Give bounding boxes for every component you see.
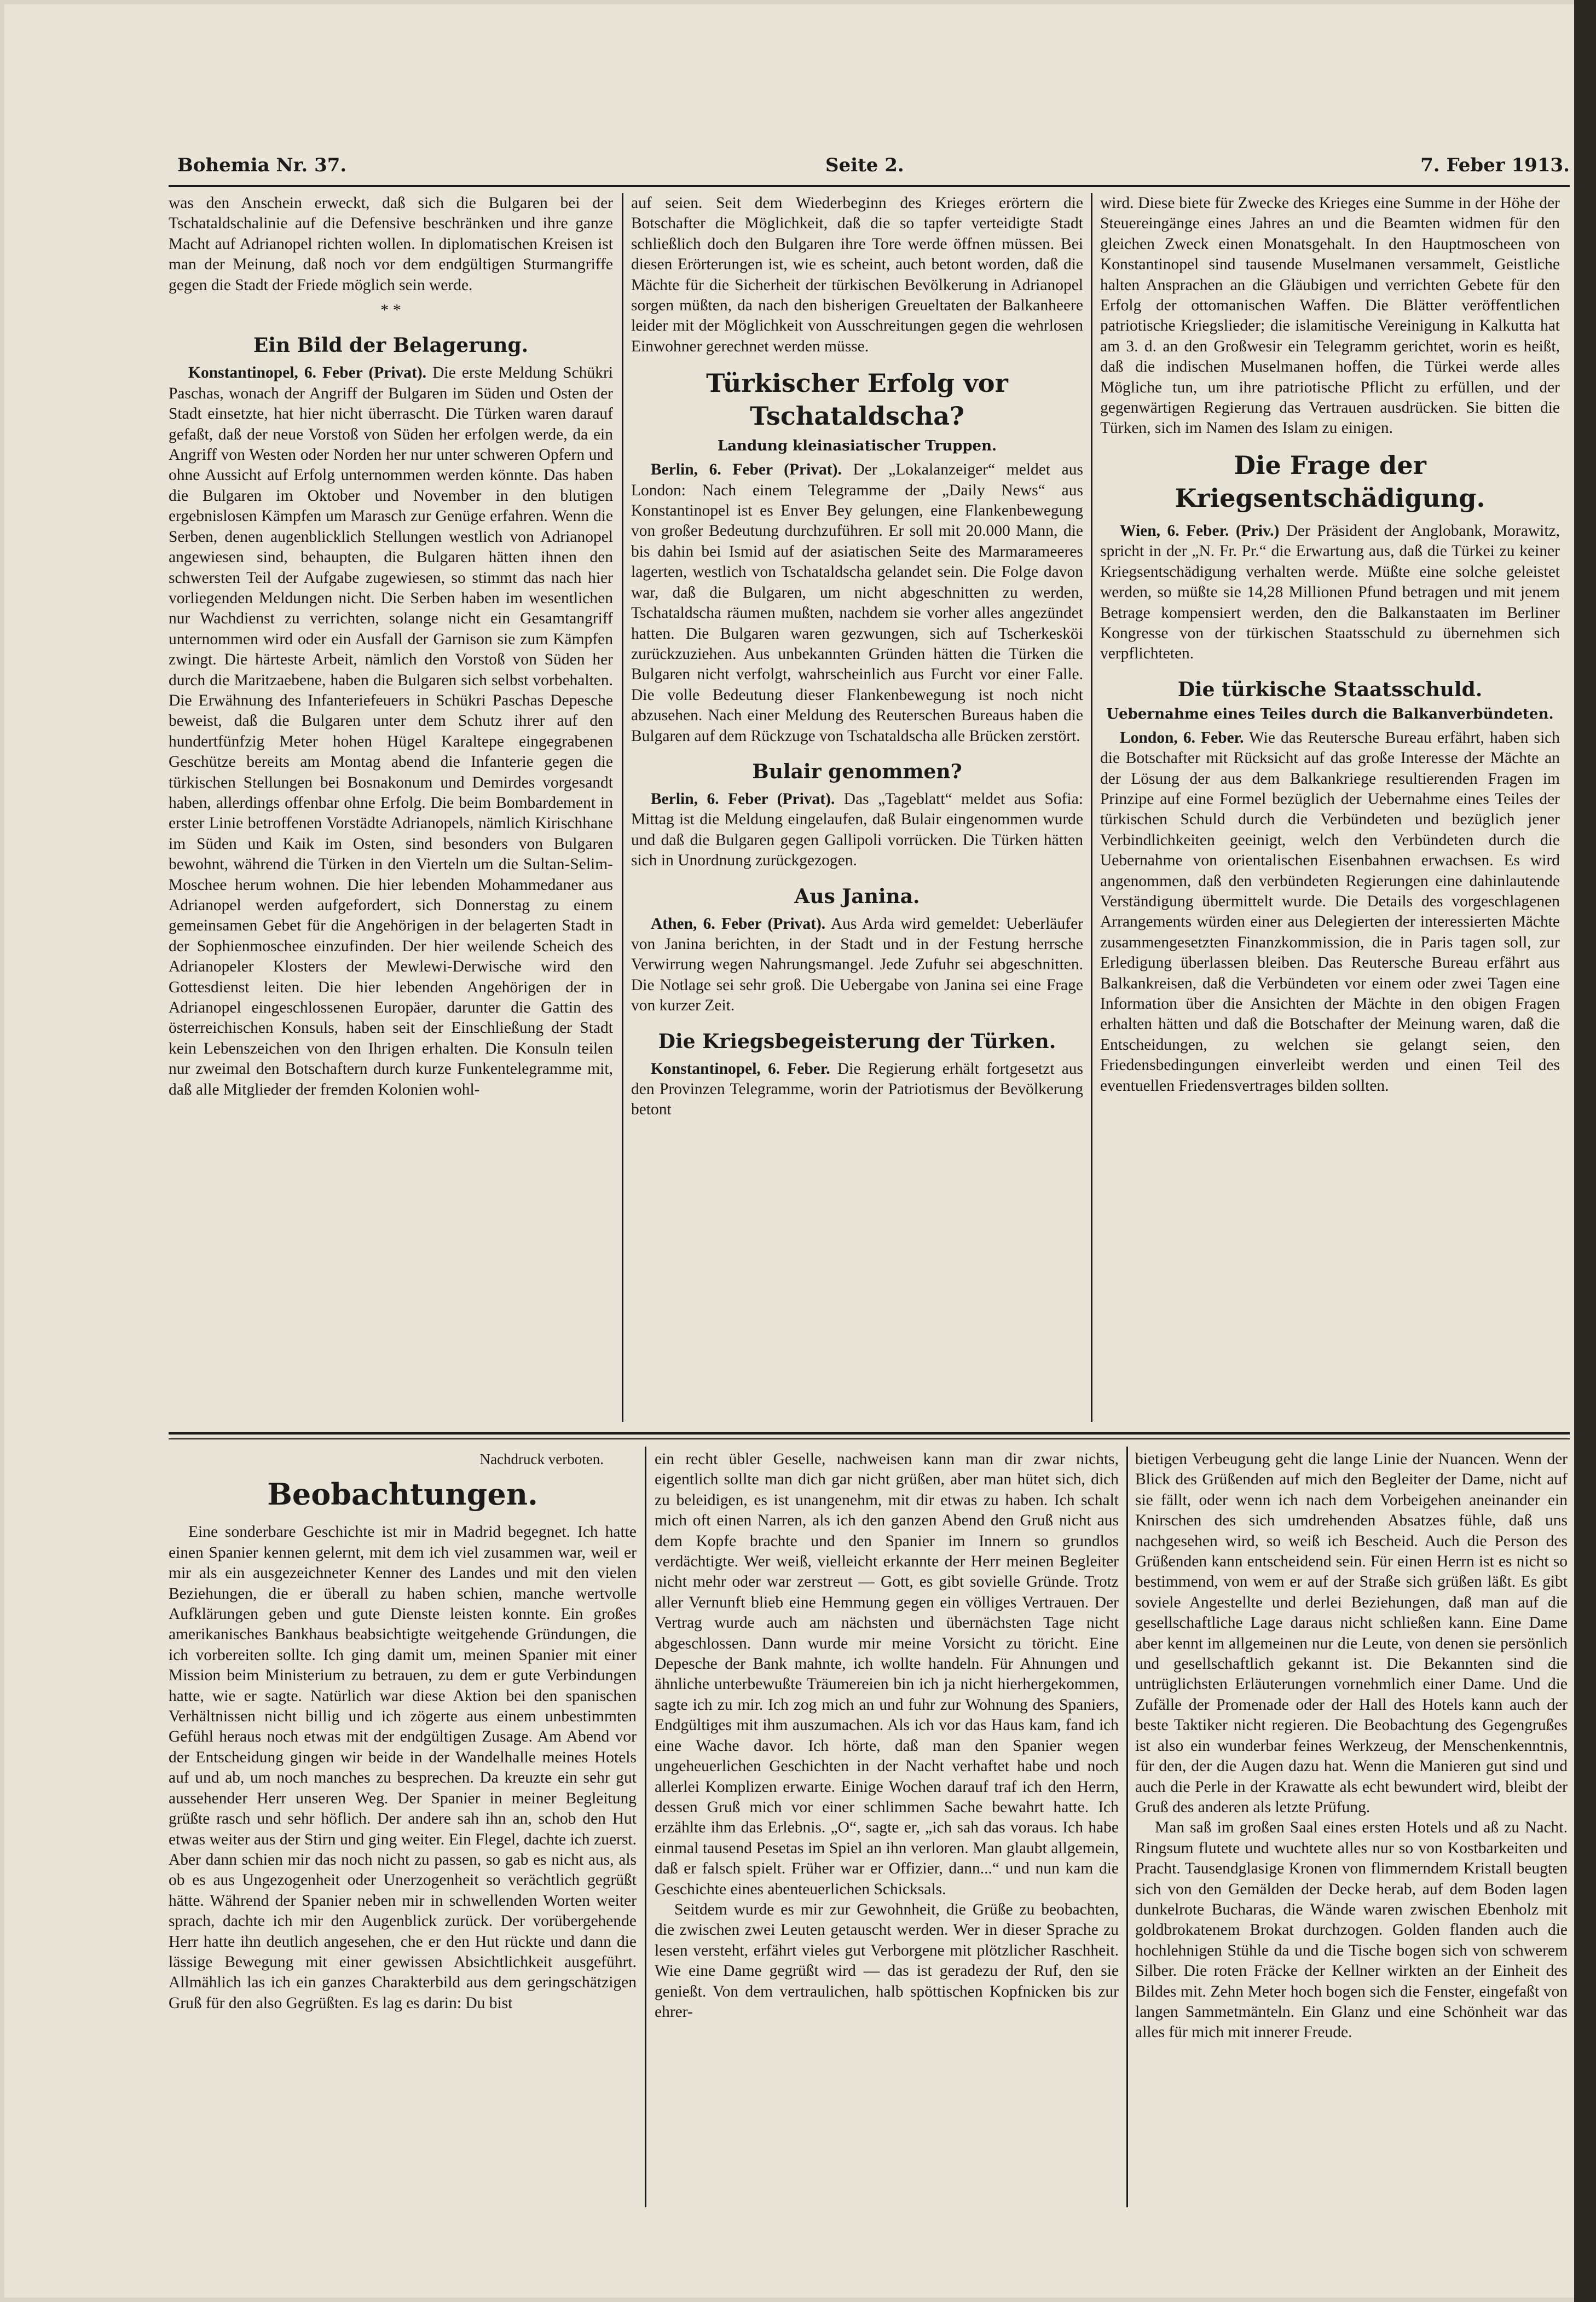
article-headline: Die türkische Staatsschuld. (1177, 678, 1483, 701)
article-text: Der „Lokalanzeiger“ meldet aus London: Nach einem Telegramme der „Daily News“ aus Konstantinopel ist es Enver Bey gelungen, eine Flankenbewegung von großer Bedeutung durchzuführen. Er soll mit 20.000 Mann, die bis dahin bei Ismid auf der asiatischen Seite des Marmarameeres lagerten, westlich von Tschataldscha gelandet sein. Die Folge davon war, daß die Bulgaren, um nicht abgeschnitten zu werden, Tschataldscha räumen mußten, nachdem sie vorher alles angezündet hatten. Die Bulgaren waren gezwungen, sich auf Tscherkesköi zurückzuziehen. Aus unbekannten Gründen hätten die Türken die Bulgaren nicht verfolgt, wahrscheinlich aus Furcht vor einer Falle. Die volle Bedeutung dieser Flankenbewegung ist noch nicht abzusehen. Nach einer Meldung des Reuterschen Bureaus haben die Bulgaren auf dem Rückzuge von Tschataldscha alle Brücken zerstört. (631, 461, 1083, 745)
top-column-3 (1100, 193, 1560, 1427)
page-edge (1574, 0, 1596, 2302)
header-issue: Bohemia Nr. 37. (177, 154, 347, 176)
column-rule (645, 1447, 646, 2207)
article-text: wird. Diese biete für Zwecke des Krieges eine Summe in der Höhe der Steuereingänge eines Jahres an und die Beamten widmen für den gleichen Zweck einen Monatsgehalt. In den Hauptmoscheen von Konstantinopel sind tausende Muselmanen versammelt, Geistliche halten Ansprachen an die Gläubigen und verrichten Gebete für den Erfolg der ottomanischen Waffen. Die Blätter veröffentlichen patriotische Kriegslieder; die islamitische Vereinigung in Kalkutta hat am 3. d. an den Großwesir ein Telegramm gerichtet, worin es heißt, daß die indischen Muselmanen hoffen, die Türkei werde alles Mögliche tun, um ihre patriotische Pflicht zu erfüllen, und der gegenwärtigen Regierung das Vertrauen ausdrücken. Sie bitten die Türken, sich im Namen des Islam zu einigen. (1100, 194, 1560, 437)
article-text: Die Regierung erhält fortgesetzt aus den Provinzen Telegramme, worin der Patriotismus der Bevölkerung betont (631, 1060, 1083, 1119)
article-headline: Die Kriegsbegeisterung der Türken. (658, 1029, 1056, 1053)
feuilleton-text: Man saß im großen Saal eines ersten Hotels und aß zu Nacht. Ringsum flutete und wuchtete alles nur so von Kostbarkeiten und Pracht. Tausendglasige Kronen von flimmerndem Kristall beugten sich von den Gemälden der Decke herab, auf dem Boden lagen dunkelrote Bucharas, die Wände waren zwischen Ebenholz mit goldbrokatenem Brokat durchzogen. Golden flanden auch die hochlehnigen Stühle da und die Tische bogen sich von schwerem Silber. Die roten Fräcke der Kellner wirkten an der Einheit des Bildes mit. Zehn Meter hoch bogen sich die Fenster, eingefaßt von langen Sammetmänteln. Ein Glanz und eine Schönheit war das alles für mich mit innerer Freude. (1135, 1819, 1568, 2041)
article-text: was den Anschein erweckt, daß sich die Bulgaren bei der Tschataldschalinie auf die Defensive beschränken und ihre ganze Macht auf Adrianopel richten wollen. In diplomatischen Kreisen ist man der Meinung, daß noch vor dem endgültigen Sturmangriffe gegen die Stadt der Friede möglich sein werde. (169, 194, 613, 294)
feuilleton-text: bietigen Verbeugung geht die lange Linie der Nuancen. Wenn der Blick des Grüßenden auf mich den Begleiter der Dame, nicht auf sie fällt, oder wenn ich nach dem Vorbeigehen aneinander ein Knirschen des sich umdrehenden Absatzes fühle, daß uns nachgesehen wird, so weiß ich Bescheid. Auch die Person des Grüßenden kann entscheidend sein. Für einen Herrn ist es nicht so bestimmend, von wem er auf der Straße sich grüßen läßt. Es gibt soviele Angestellte und derlei Beziehungen, daß man auf die gesellschaftliche Lage daraus nicht schließen kann. Eine Dame aber kennt im allgemeinen nur die Leute, von denen sie persönlich und gesellschaftlich gekannt ist. Die Bekannten sind die untrüglichsten Erläuterungen vornehmlich einer Dame. Und die Zufälle der Promenade oder der Hall des Hotels kann auch der beste Taktiker nicht regieren. Die Beobachtung des Gegengrußes ist also ein wunderbar feines Werkzeug, der Menschenkenntnis, für den, der die Augen dazu hat. Wenn die Manieren gut sind und auch die Perle in der Krawatte als echt bewundert wird, bleibt der Gruß des anderen als letzte Prüfung. (1135, 1450, 1568, 1816)
article-text: Aus Arda wird gemeldet: Ueberläufer von Janina berichten, in der Stadt und in der Festung herrsche Verwirrung wegen Nahrungsmangel. Jede Zufuhr sei abgeschnitten. Die Notlage sei sehr groß. Die Uebergabe von Janina sei eine Frage von kurzer Zeit. (631, 915, 1083, 1015)
header-page-number: Seite 2. (825, 154, 904, 176)
article-headline: Türkischer Erfolg vor Tschataldscha? (706, 368, 1008, 431)
article-dateline: Athen, 6. Feber (Privat). (651, 915, 826, 933)
column-rule (622, 193, 623, 1422)
article-text: auf seien. Seit dem Wiederbeginn des Krieges erörtern die Botschafter die Möglichkeit, daß die so tapfer verteidigte Stadt schließlich doch den Bulgaren ihre Tore werde öffnen müssen. Bei diesen Erörterungen ist, wie es scheint, auch betont worden, daß die Mächte für die Sicherheit der türkischen Bevölkerung in Adrianopel sorgen müßten, da nach den bisherigen Greueltaten der Balkanheere leider mit der Möglichkeit von Ausschreitungen gegen die wehrlosen Einwohner gerechnet werden müsse. (631, 194, 1083, 355)
article-dateline: Wien, 6. Feber. (Priv.) (1120, 522, 1280, 540)
feuilleton-column-1 (169, 1449, 637, 2210)
top-column-1 (169, 193, 613, 1427)
article-text: Der Präsident der Anglobank, Morawitz, spricht in der „N. Fr. Pr.“ die Erwartung aus, daß die Türkei zu keiner Kriegsentschädigung verhalten werde. Müßte eine solche geleistet werden, so müßte sie 14,28 Millionen Pfund betragen und mit jenem Betrage kompensiert werden, den die Balkanstaaten im Berliner Kongresse von der türkischen Staatsschuld zu übernehmen sich verpflichteten. (1100, 522, 1560, 663)
article-headline: Bulair genommen? (752, 760, 962, 783)
article-headline: Die Frage der Kriegsentschädigung. (1175, 450, 1485, 513)
reprint-notice: Nachdruck verboten. (479, 1451, 604, 1467)
article-dateline: Berlin, 6. Feber (Privat). (651, 461, 842, 479)
feuilleton-rule (169, 1438, 1570, 1439)
article-text: Das „Tageblatt“ meldet aus Sofia: Mittag ist die Meldung eingelaufen, daß Bulair eingenommen wurde und daß die Bulgaren gegen Gallipoli vorrücken. Die Türken hätten sich in Unordnung zurückgezogen. (631, 790, 1083, 870)
header-date: 7. Feber 1913. (1420, 154, 1570, 176)
column-rule (1126, 1447, 1128, 2207)
feuilleton-column-2 (655, 1449, 1119, 2210)
article-dateline: Konstantinopel, 6. Feber. (651, 1060, 830, 1078)
feuilleton-rule (169, 1432, 1570, 1435)
feuilleton-text: ein recht übler Geselle, nachweisen kann man dir zwar nichts, eigentlich sollte man dich gar nicht grüßen, aber man hütet sich, dich zu beleidigen, es ist unangenehm, mit dir etwas zu haben. Ich schalt mich oft einen Narren, als ich den ganzen Abend den Gruß nicht aus dem Kopfe brachte und den Spanier im Innern so grundlos verdächtigte. Wer weiß, vielleicht erkannte der Herr meinen Begleiter nicht mehr oder war zerstreut — Gott, es gibt sovielle Gründe. Trotz aller Vernunft blieb eine Hemmung gegen ein völliges Vertrauen. Der Vertrag wurde auch am nächsten und übernächsten Tage nicht abgeschlossen. Dann wurde mir meine Vorsicht zu töricht. Eine Depesche der Bank mahnte, ich wollte handeln. Für Ahnungen und ähnliche unterbewußte Träumereien bin ich ja nicht hierhergekommen, sagte ich zu mir. Ich zog mich an und fuhr zur Wohnung des Spaniers, Endgültiges mit ihm auszumachen. Als ich vor das Haus kam, fand ich eine Wache davor. Ich hörte, daß man den Spanier wegen ungeheuerlichen Geschichten in der Nacht verhaftet habe und noch allerlei Komplizen erwarte. Einige Wochen darauf traf ich den Herrn, dessen Gruß mich vor einer schlimmen Sache bewahrt hatte. Ich erzählte ihm das Erlebnis. „O“, sagte er, „ich sah das voraus. Ich habe einmal tausend Pesetas im Spiel an ihn verloren. Man glaubt allgemein, daß er falsch spielt. Früher war er Offizier, dann...“ und nun kam die Geschichte eines abenteuerlichen Schicksals. (655, 1450, 1119, 1898)
header-rule (169, 185, 1570, 187)
article-subheadline: Uebernahme eines Teiles durch die Balkanverbündeten. (1106, 705, 1554, 722)
section-divider: * * (380, 301, 401, 320)
page-header (169, 152, 1570, 185)
article-dateline: London, 6. Feber. (1120, 728, 1244, 747)
article-text: Die erste Meldung Schükri Paschas, wonach der Angriff der Bulgaren im Süden und Osten der Stadt einsetzte, hat hier nicht überrascht. Die Türken waren darauf gefaßt, daß der neue Vorstoß von Süden her erfolgen werde, da ein Angriff von Westen oder Norden her nur unter schweren Opfern und ohne Aussicht auf Erfolg unternommen werden könnte. Das haben die Bulgaren im Oktober und November in den blutigen ergebnislosen Kämpfen um Marasch zur Genüge erfahren. Wenn die Serben, denen augenblicklich Stellungen westlich von Adrianopel angewiesen sind, behaupten, die Bulgaren hätten ihnen den schwersten Teil der Aufgabe zugewiesen, so stimmt das nach hier vorliegenden Meldungen nicht. Die Serben haben im wesentlichen nur Wachdienst zu verrichten, solange nicht ein Gesamtangriff unternommen wird oder ein Ausfall der Garnison sie zum Kämpfen zwingt. Die härteste Arbeit, nämlich den Vorstoß von Süden her durch die Maritzaebene, haben die Bulgaren sich selbst vorbehalten. Die Erwähnung des Infanteriefeuers in Schükri Paschas Depesche beweist, daß die Bulgaren unter dem Schutz ihrer auf den hundertfünfzig Meter hohen Hügel Karaltepe eingegrabenen Geschütze bereits am Montag abend die Infanterie gegen die türkischen Stellungen bei Bosnakonum und Demirdes vorgesandt haben, allerdings offenbar ohne Erfolg. Die beim Bombardement in erster Linie betroffenen Vorstädte Adrianopels, nämlich Kirischhane im Süden und Kaik im Osten, sind besonders von Bulgaren bewohnt, während die Türken in den Vierteln um die Sultan-Selim-Moschee herum wohnen. Die hier lebenden Mohammedaner aus Adrianopel werden aufgefordert, sich Donnerstag zu einem gemeinsamen Gebet für die Angehörigen in der belagerten Stadt in der Sophienmoschee einzufinden. Der hier weilende Scheich des Adrianopeler Klosters der Mewlewi-Derwische wird den Gottesdienst leiten. Die hier lebenden Angehörigen der in Adrianopel eingeschlossenen Europäer, darunter die Gattin des österreichischen Konsuls, haben seit der Einschließung der Stadt kein Lebenszeichen von den Ihrigen erhalten. Die Konsuln teilen nur zweimal den Botschaftern durch kurze Funkentelegramme mit, daß alle Mitglieder der fremden Kolonien wohl- (169, 364, 613, 1098)
feuilleton-text: Seitdem wurde es mir zur Gewohnheit, die Grüße zu beobachten, die zwischen zwei Leuten getauscht werden. Wer in dieser Sprache zu lesen versteht, erfährt vieles gut Verborgene mit plötzlicher Raschheit. Wie eine Dame gegrüßt wird — das ist geradezu der Ruf, den sie genießt. Von dem vertraulichen, halb spöttischen Kopfnicken bis zur ehrer- (655, 1900, 1119, 2021)
article-headline: Ein Bild der Belagerung. (253, 334, 529, 357)
feuilleton-title: Beobachtungen. (267, 1477, 538, 1512)
feuilleton-text: Eine sonderbare Geschichte ist mir in Madrid begegnet. Ich hatte einen Spanier kennen gelernt, mit dem ich viel zusammen war, weil er mir als ein ausgezeichneter Kenner des Landes und mit den vielen Beziehungen, die er überall zu haben schien, manche wertvolle Aufklärungen geben und gute Dienste leisten konnte. Ein großes amerikanisches Bankhaus beabsichtigte weitgehende Gründungen, die ich vorbereiten sollte. Ich ging damit um, meinen Spanier mit einer Mission beim Ministerium zu betrauen, zu dem er gute Verbindungen hatte, wie er sagte. Natürlich war diese Aktion bei den spanischen Verhältnissen nicht billig und ich zögerte aus einem unbestimmten Gefühl heraus noch etwas mit der endgültigen Zusage. Am Abend vor der Entscheidung gingen wir beide in der Wandelhalle meines Hotels auf und ab, um noch manches zu besprechen. Da kreuzte ein sehr gut aussehender Herr unseren Weg. Der Spanier in meiner Begleitung grüßte rasch und sehr höflich. Der andere sah ihn an, schob den Hut etwas weiter aus der Stirn und ging weiter. Ein Flegel, dachte ich zuerst. Aber dann schien mir das noch nicht zu passen, so gab es nicht aus, als ob es aus Ungezogenheit oder Unerzogenheit so verächtlich gegrüßt hätte. Während der Spanier neben mir in schwellenden Worten weiter sprach, dachte ich mir den Augenblick zurück. Der vorübergehende Herr hatte ihn deutlich angesehen, che er den Hut rückte und dann die lässige Bewegung mit einer gewissen Absichtlichkeit ausgeführt. Allmählich las ich ein ganzes Charakterbild aus dem geringschätzigen Gruß für den also Gegrüßten. Es lag es darin: Du bist (169, 1523, 637, 2012)
top-column-2 (631, 193, 1083, 1427)
feuilleton-column-3 (1135, 1449, 1568, 2210)
newspaper-page (4, 4, 1592, 2298)
article-text: Wie das Reutersche Bureau erfährt, haben sich die Botschafter mit Rücksicht auf das große Interesse der Mächte an der Lösung der aus dem Balkankriege resultierenden Fragen im Prinzipe auf eine Formel bezüglich der Uebernahme eines Teiles der türkischen Schuld durch die Verbündeten und bezüglich jener Verbindlichkeiten geeinigt, welch den Verbündeten durch die Uebernahme von orientalischen Eisenbahnen erwachsen. Es wird angenommen, daß den verbündeten Regierungen eine dahinlautende Verständigung übermittelt wurde. Die Details des vorgeschlagenen Arrangements würden einer aus Delegierten der interessierten Mächte zusammengesetzten Finanzkommission, die in Paris tagen soll, zur Erledigung überlassen bleiben. Das Reutersche Bureau erfährt aus Balkankreisen, daß die Verbündeten vor einem oder zwei Tagen eine Information über die Ansichten der Mächte in den obigen Fragen erhalten hätten und daß die Botschafter der Meinung waren, daß die Entscheidungen, zu welchen sie gelangt seien, den Friedensbedingungen einverleibt werden und einen Teil des eventuellen Friedensvertrages bilden sollten. (1100, 728, 1560, 1095)
article-headline: Aus Janina. (794, 884, 920, 908)
article-subheadline: Landung kleinasiatischer Truppen. (717, 438, 997, 455)
article-dateline: Konstantinopel, 6. Feber (Privat). (188, 364, 427, 382)
column-rule (1091, 193, 1092, 1422)
article-dateline: Berlin, 6. Feber (Privat). (651, 790, 835, 808)
